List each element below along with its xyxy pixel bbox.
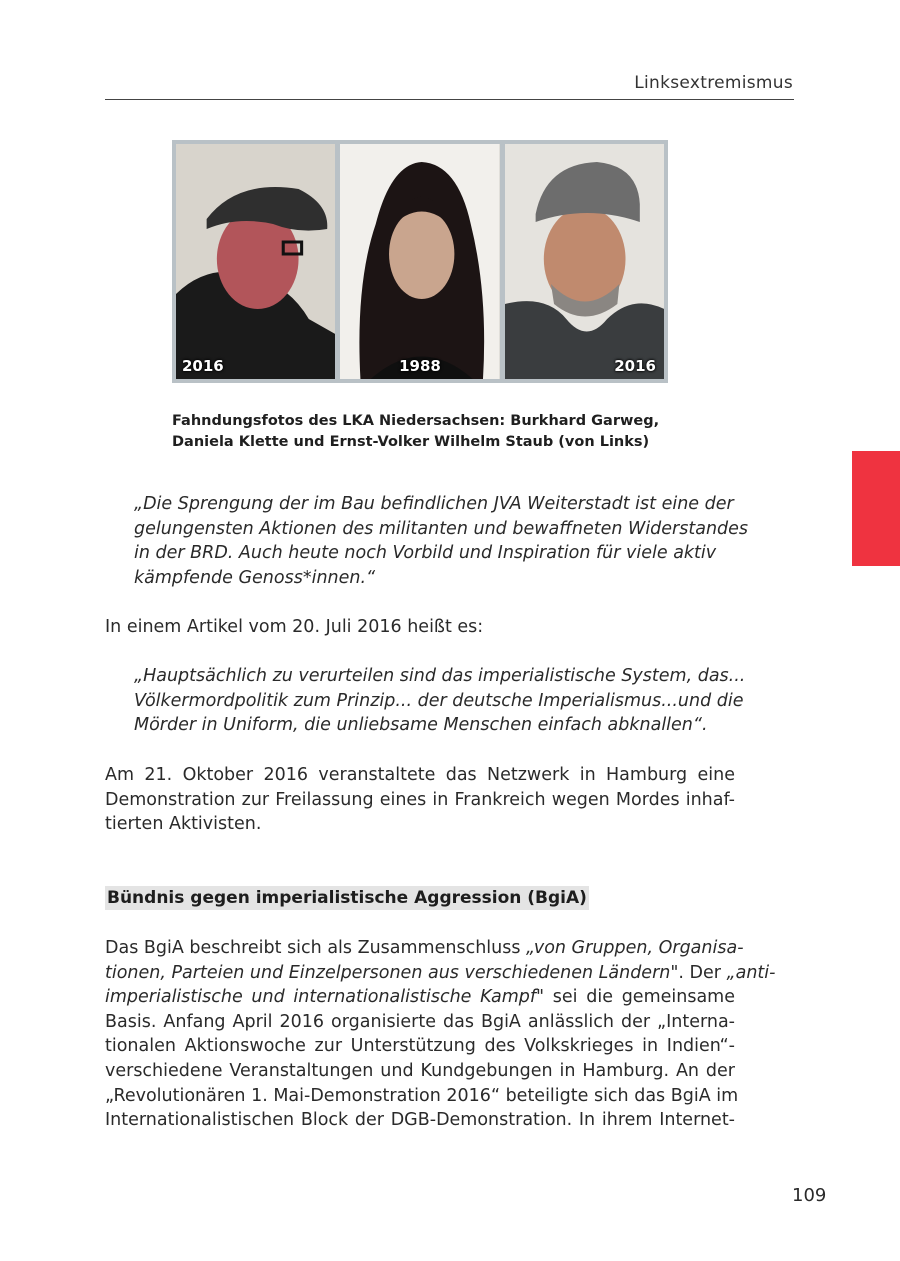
paragraph-line: imperialistische und internationalistische Kampf" sei die gemeinsame [105, 987, 735, 1008]
photo-year-label: 1988 [399, 357, 441, 375]
paragraph-demonstration [105, 763, 735, 837]
paragraph-line: tierten Aktivisten. [105, 814, 262, 835]
paragraph-line: Am 21. Oktober 2016 veranstaltete das Netzwerk in Hamburg eine [105, 765, 735, 785]
quote-line: in der BRD. Auch heute noch Vorbild und Inspiration für viele aktiv [134, 543, 717, 564]
quote-line: „Hauptsächlich zu verurteilen sind das imperialistische System, das... [134, 666, 746, 686]
section-heading: Bündnis gegen imperialistische Aggression (BgiA) [107, 888, 587, 908]
photo-3 [505, 144, 664, 379]
person-in-flat-cap-image [176, 144, 335, 379]
paragraph-line: verschiedene Veranstaltungen und Kundgebungen in Hamburg. An der [105, 1060, 735, 1081]
paragraph-line: Internationalistischen Block der DGB-Demonstration. In ihrem Internet- [105, 1110, 735, 1131]
photo-2 [340, 144, 499, 379]
quote-line: Völkermordpolitik zum Prinzip... der deutsche Imperialismus...und die [134, 690, 744, 711]
intro-line: In einem Artikel vom 20. Juli 2016 heißt es: [105, 617, 484, 637]
quote-line: „Die Sprengung der im Bau befindlichen JVA Weiterstadt ist eine der [134, 494, 734, 514]
intro-paragraph [105, 615, 735, 640]
caption-line: Fahndungsfotos des LKA Niedersachsen: Burkhard Garweg, [172, 413, 660, 429]
paragraph-line: Basis. Anfang April 2016 organisierte das BgiA anlässlich der „Interna- [105, 1011, 735, 1032]
paragraph-line: Demonstration zur Freilassung eines in Frankreich wegen Mordes inhaf- [105, 789, 735, 810]
paragraph-line: tionen, Parteien und Einzelpersonen aus verschiedenen Ländern". Der „anti- [105, 962, 776, 983]
woman-long-dark-hair-image [340, 144, 499, 379]
paragraph-line: „Revolutionären 1. Mai-Demonstration 2016“ beteiligte sich das BgiA im [105, 1085, 739, 1106]
header-title: Linksextremismus [634, 73, 793, 93]
quote-line: kämpfende Genoss*innen.“ [134, 567, 376, 588]
paragraph-line: Das BgiA beschreibt sich als Zusammenschluss „von Gruppen, Organisa- [105, 938, 744, 958]
block-quote-1 [134, 492, 749, 590]
quote-line: Mörder in Uniform, die unliebsame Menschen einfach abknallen“. [134, 715, 708, 736]
header-rule [105, 99, 794, 100]
block-quote-2 [134, 664, 746, 738]
photo-caption [172, 411, 732, 453]
photo-1 [176, 144, 335, 379]
quote-line: gelungensten Aktionen des militanten und bewaffneten Widerstandes [134, 518, 749, 539]
paragraph-line: tionalen Aktionswoche zur Unterstützung des Volkskrieges in Indien“- [105, 1036, 735, 1057]
caption-line: Daniela Klette und Ernst-Volker Wilhelm Staub (von Links) [172, 434, 650, 450]
chapter-side-tab [852, 451, 900, 566]
photo-year-label: 2016 [182, 357, 224, 375]
photo-strip [172, 140, 668, 383]
page-number: 109 [792, 1185, 827, 1206]
photo-year-label: 2016 [614, 357, 656, 375]
paragraph-bgia [105, 936, 776, 1133]
man-in-grey-cap-image [505, 144, 664, 379]
